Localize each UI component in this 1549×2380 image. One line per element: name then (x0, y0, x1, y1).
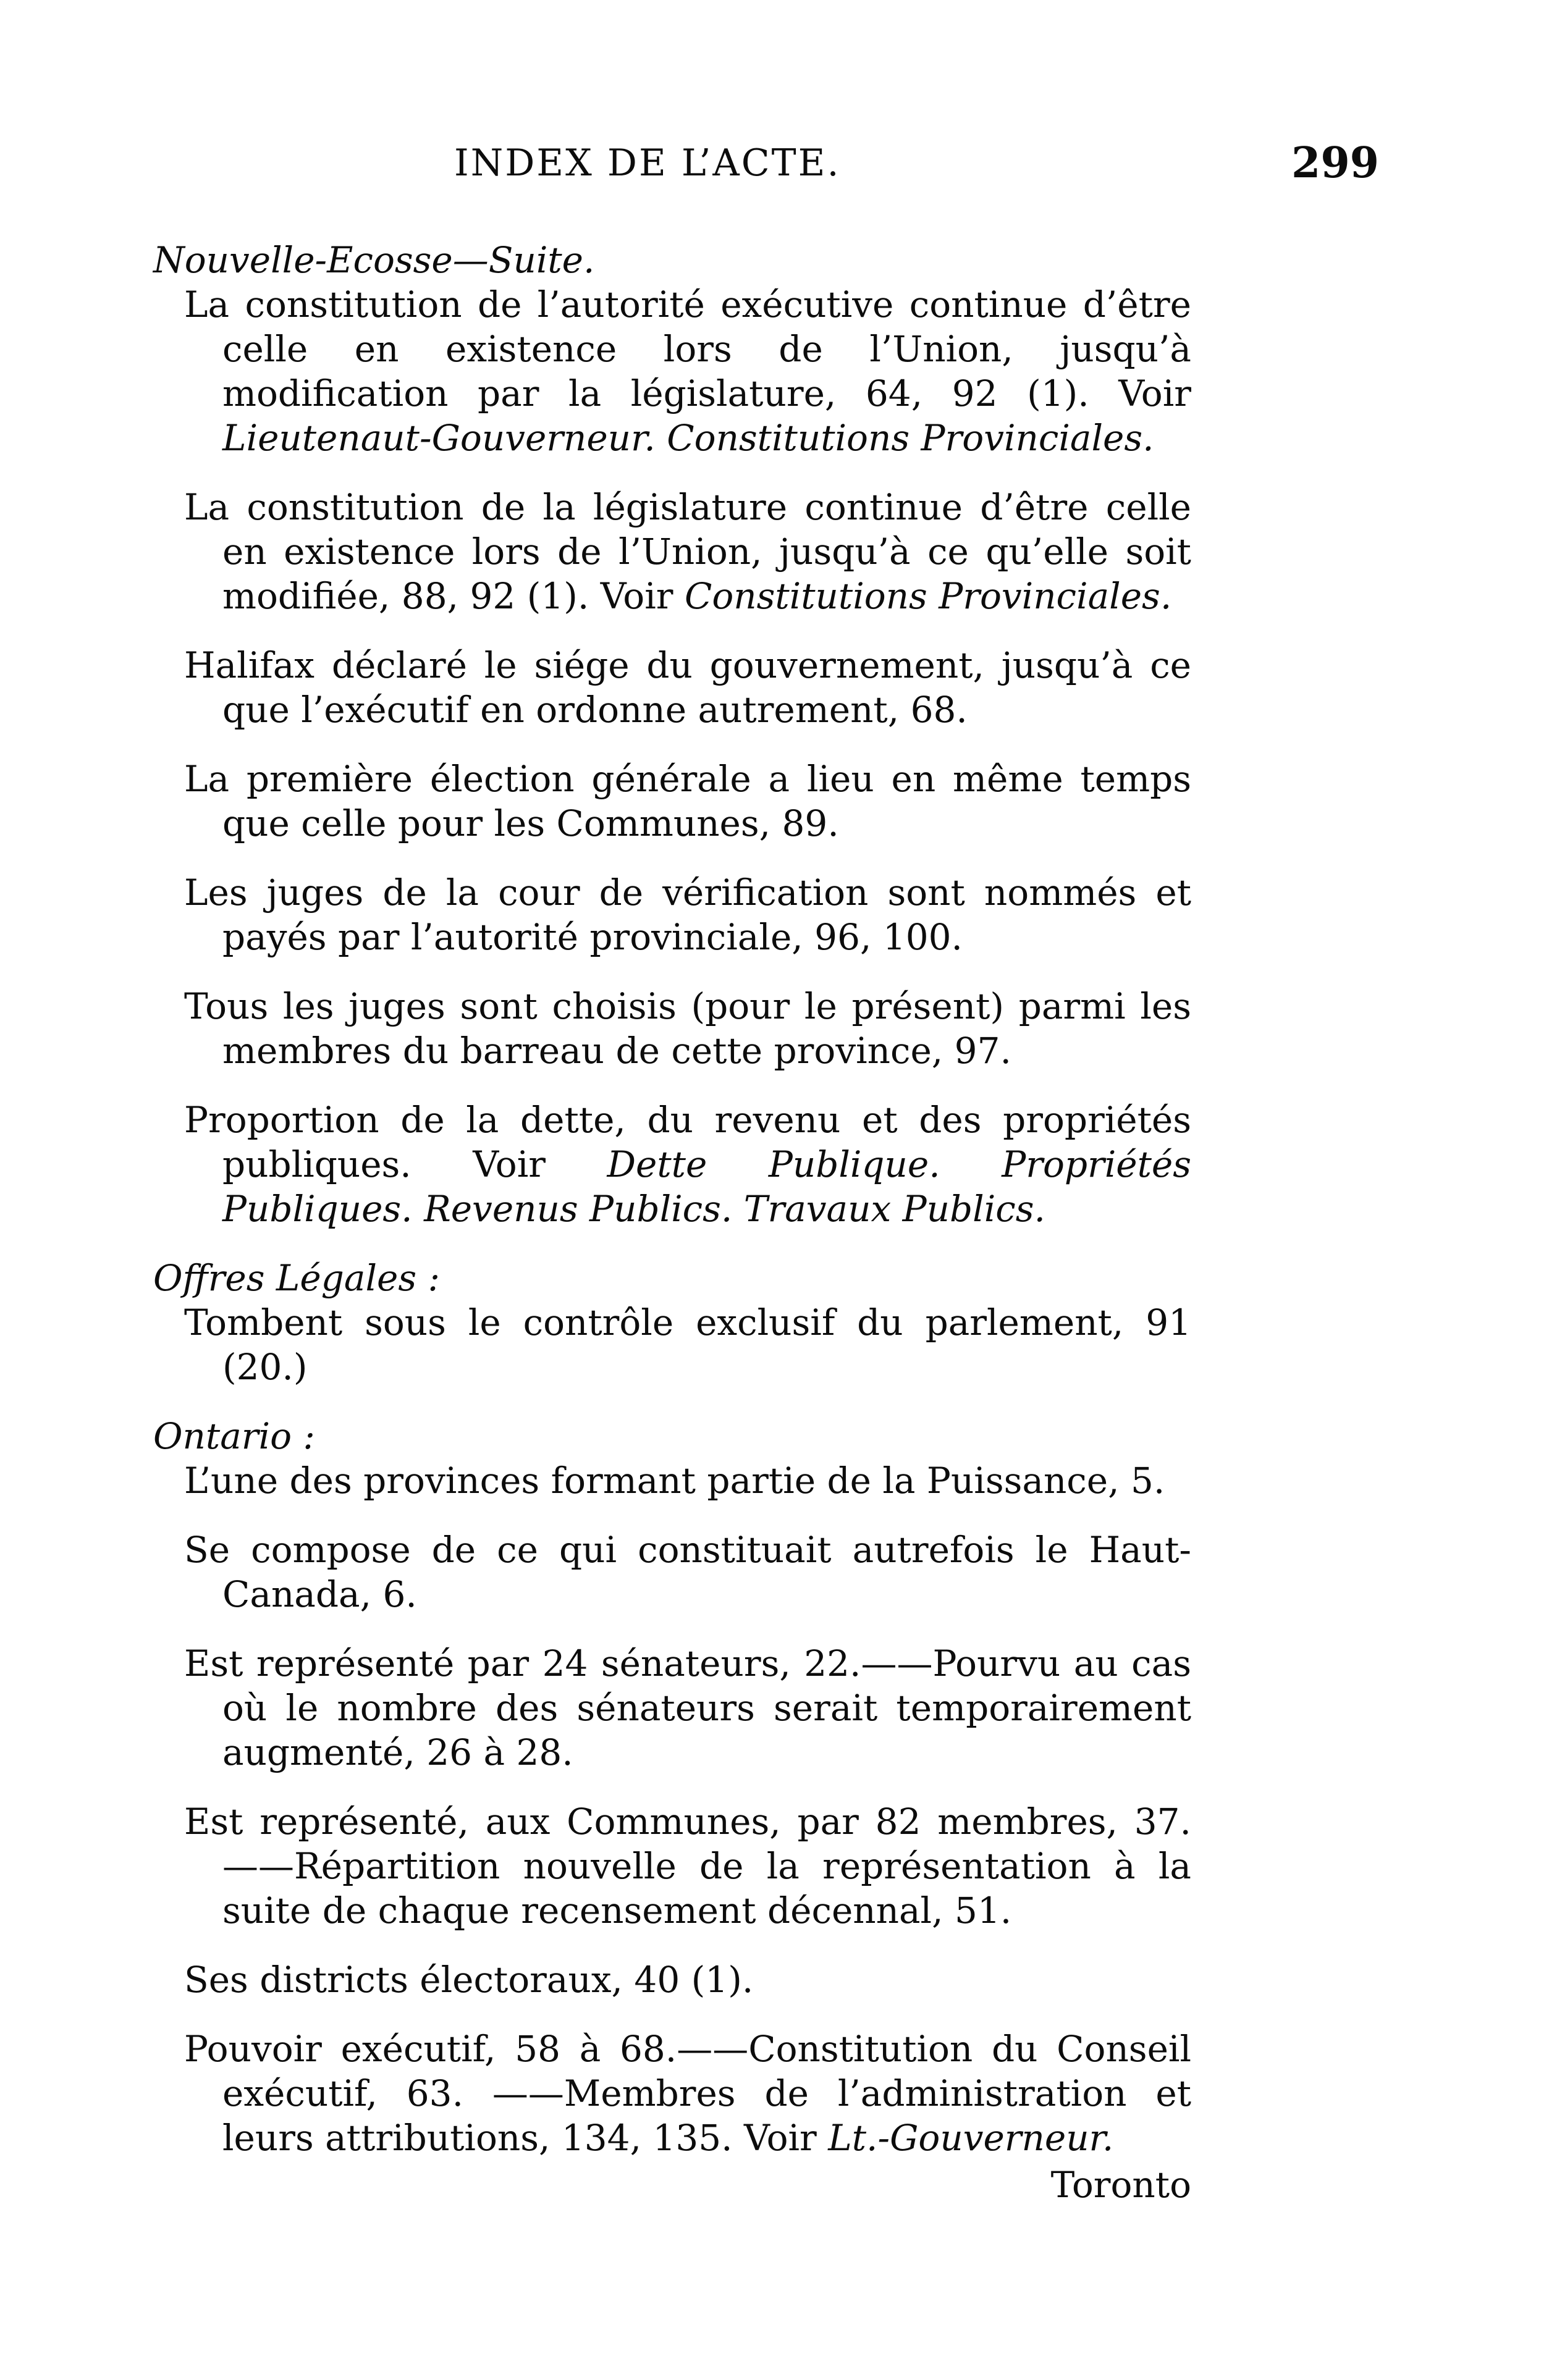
entry-text: Se compose de ce qui constituait autrefois le Haut-Canada, 6. (184, 1529, 1191, 1615)
cross-reference: Lt.-Gouverneur. (828, 2117, 1114, 2159)
cross-reference: Constitutions Provinciales. (684, 575, 1172, 617)
catchword-line (153, 2163, 1191, 2207)
index-entry (153, 1799, 1191, 1933)
running-header (0, 138, 1549, 196)
entry-text: Est représenté, aux Communes, par 82 membres, 37.——Répartition nouvelle de la représentation à la suite de chaque recensement décennal, 51. (184, 1801, 1191, 1932)
index-entry (153, 757, 1191, 846)
entry-text: Pouvoir exécutif, 58 à 68.——Constitution du Conseil exécutif, 63. ——Membres de l’administration et leurs attributions, 134, 135. Voir (184, 2028, 1191, 2159)
index-entry (153, 984, 1191, 1073)
index-entry (153, 1641, 1191, 1775)
entry-text: Ses districts électoraux, 40 (1). (184, 1959, 754, 2001)
section-heading-ontario: Ontario : (153, 1415, 315, 1457)
index-entry (153, 1528, 1191, 1617)
cross-reference: Dette Publique. (607, 1143, 940, 1185)
cross-reference: Constitutions Provinciales. (667, 417, 1154, 459)
index-entry (153, 643, 1191, 732)
entry-text: Proportion de la dette, du revenu et des propriétés publiques. Voir (184, 1099, 1191, 1185)
index-entry (153, 1957, 1191, 2002)
entry-text: Est représenté par 24 sénateurs, 22.——Pourvu au cas où le nombre des sénateurs serait temporairement augmenté, 26 à 28. (184, 1642, 1191, 1773)
entry-text: La constitution de la législature continue d’être celle en existence lors de l’Union, jusqu’à ce qu’elle soit modifiée, 88, 92 (1). Voir (184, 486, 1191, 617)
section-heading-offres-legales: Offres Légales : (153, 1257, 441, 1299)
entry-text: La constitution de l’autorité exécutive continue d’être celle en existence lors de l’Union, jusqu’à modification par la législature, 64, 92 (1). Voir (184, 284, 1191, 414)
page-header-title: INDEX DE L’ACTE. (454, 141, 841, 185)
catchword: Toronto (1050, 2164, 1191, 2206)
entry-text: La première élection générale a lieu en même temps que celle pour les Communes, 89. (184, 758, 1191, 844)
index-entry (153, 2027, 1191, 2160)
cross-reference: Travaux Publics. (743, 1188, 1045, 1230)
index-entry (153, 1458, 1191, 1503)
page-number: 299 (1291, 138, 1379, 188)
index-entry (153, 1098, 1191, 1231)
index-entry (153, 282, 1191, 460)
index-entry (153, 870, 1191, 959)
index-entry (153, 1300, 1191, 1389)
cross-reference: Lieutenaut-Gouverneur. (222, 417, 656, 459)
index-entry (153, 485, 1191, 618)
entry-text: Les juges de la cour de vérification sont nommés et payés par l’autorité provinciale, 96, 100. (184, 872, 1191, 958)
entry-text: Halifax déclaré le siége du gouvernement, jusqu’à ce que l’exécutif en ordonne autrement, 68. (184, 644, 1191, 731)
cross-reference: Propriétés Publiques. (222, 1143, 1191, 1230)
cross-reference: Revenus Publics. (424, 1188, 733, 1230)
index-content (153, 238, 1191, 2243)
entry-text: Tombent sous le contrôle exclusif du parlement, 91 (20.) (184, 1301, 1191, 1388)
section-heading-nouvelle-ecosse: Nouvelle-Ecosse—Suite. (153, 239, 595, 281)
entry-text: Tous les juges sont choisis (pour le présent) parmi les membres du barreau de cette province, 97. (184, 985, 1191, 1072)
entry-text: L’une des provinces formant partie de la Puissance, 5. (184, 1460, 1165, 1502)
